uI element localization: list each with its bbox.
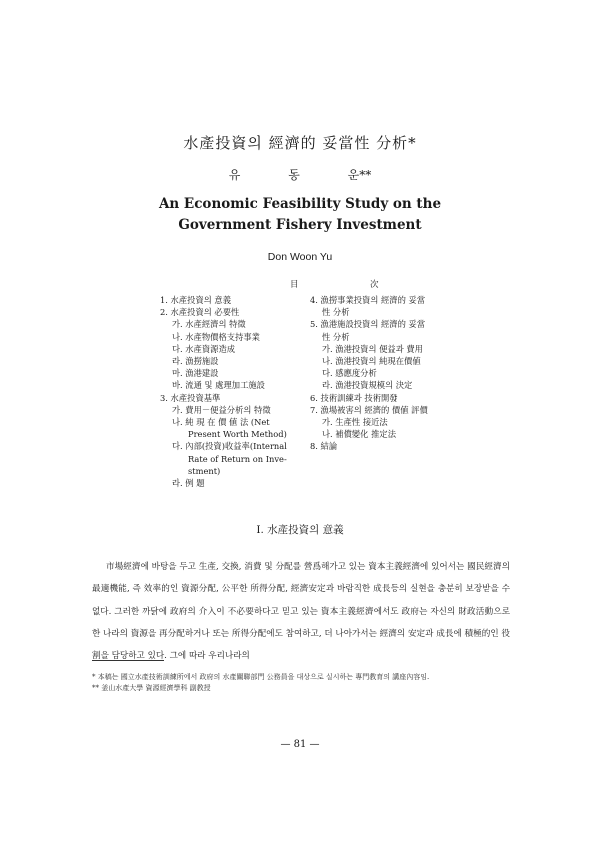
toc-item: 나. 漁港投資의 純現在價値 — [322, 356, 421, 367]
toc-item: 라. 漁港投資規模의 決定 — [322, 380, 413, 391]
toc-heading-char: 次 — [370, 280, 379, 290]
footnote: * 本稿는 國立水產技術訓練所에서 政府의 水產關聯部門 公務員을 대상으로 실시하는 專門教育의 講座內容임. — [92, 673, 430, 681]
toc-item: 1. 水產投資의 意義 — [160, 295, 231, 305]
section-heading: I. 水產投資의 意義 — [256, 524, 344, 536]
body-paragraph: 市場經濟에 바탕을 두고 生產, 交換, 消費 및 分配를 營爲해가고 있는 資本主義經濟에 있어서는 國民經濟의 最適機能, 즉 效率的인 資源分配, 公平한 所得分配, 經濟安定과 바람직한 成長등의 실현을 충분히 보장받을 수 없다. 그러한 까닭에 政府의 介入이 不必要하다고 믿고 있는 資本主義經濟에서도 政府는 자신의 財政活動으로 한 나라의 資源을 再分配하거나 또는 所得分配에도 참여하고, 더 나아가서는 經濟의 安定과 成長에 積極的인 役割을 담당하고 있다. 그에 따라 우리나라의 — [92, 562, 510, 662]
toc-right-column — [310, 294, 428, 453]
title-en-line: Government Fishery Investment — [178, 217, 422, 233]
author-name-english: Don Woon Yu — [267, 251, 333, 263]
toc-item: 바. 流通 및 處理加工施設 — [172, 380, 265, 391]
toc-item-continuation: Rate of Return on Inve- — [188, 453, 287, 464]
toc-item: 나. 純 現 在 價 値 法 (Net — [172, 417, 270, 428]
toc-item: 3. 水產投資基準 — [160, 392, 221, 403]
author-name-part: 동 — [288, 168, 300, 182]
toc-item-continuation: 性 分析 — [322, 331, 350, 342]
author-name-korean — [0, 166, 600, 183]
toc-item: 다. 水產資源造成 — [172, 343, 236, 354]
toc-item: 다. 內部(投資)收益率(Internal — [172, 441, 287, 452]
toc-item: 5. 漁港施設投資의 經濟的 妥當 — [310, 319, 426, 330]
toc-item: 다. 感應度分析 — [322, 368, 377, 379]
toc-item: 8. 結論 — [310, 441, 338, 452]
page-number: — 81 — — [280, 739, 320, 750]
toc-item: 라. 例 題 — [172, 478, 205, 489]
paper-title-english — [0, 194, 600, 236]
toc-left-column — [160, 294, 287, 489]
toc-item-continuation: stment) — [188, 465, 221, 476]
toc-item: 2. 水產投資의 必要性 — [160, 307, 240, 318]
toc-item-continuation: 性 分析 — [322, 307, 350, 318]
author-name-part: 유 — [228, 168, 241, 182]
toc-item: 나. 補償變化 推定法 — [322, 429, 397, 440]
toc-heading-char: 目 — [290, 280, 299, 290]
paper-title-korean: 水產投資의 經濟的 妥當性 分析* — [183, 134, 417, 152]
toc-item: 7. 漁場被害의 經濟的 價値 評價 — [310, 404, 428, 415]
body-paragraph-block — [92, 556, 510, 667]
toc-item: 라. 漁撈施設 — [172, 356, 219, 367]
footnote-divider — [92, 660, 164, 661]
toc-item: 나. 水產物價格支持事業 — [172, 331, 260, 342]
toc-item: 가. 漁港投資의 便益과 費用 — [322, 343, 423, 354]
title-en-line: An Economic Feasibility Study on the — [158, 196, 442, 212]
toc-item: 가. 生產性 接近法 — [322, 417, 388, 428]
author-name-part: 운** — [347, 168, 372, 182]
toc-item: 가. 水產經濟의 特徵 — [172, 319, 246, 330]
toc-item: 마. 漁港建設 — [172, 368, 219, 379]
toc-item: 가. 費用－便益分析의 特徵 — [172, 404, 271, 415]
toc-item: 4. 漁撈事業投資의 經濟的 妥當 — [310, 295, 426, 305]
toc-item: 6. 技術訓練과 技術開發 — [310, 392, 398, 403]
footnote: ** 釜山水產大學 資源經濟學科 副教授 — [92, 684, 211, 692]
toc-item-continuation: Present Worth Method) — [188, 429, 287, 440]
